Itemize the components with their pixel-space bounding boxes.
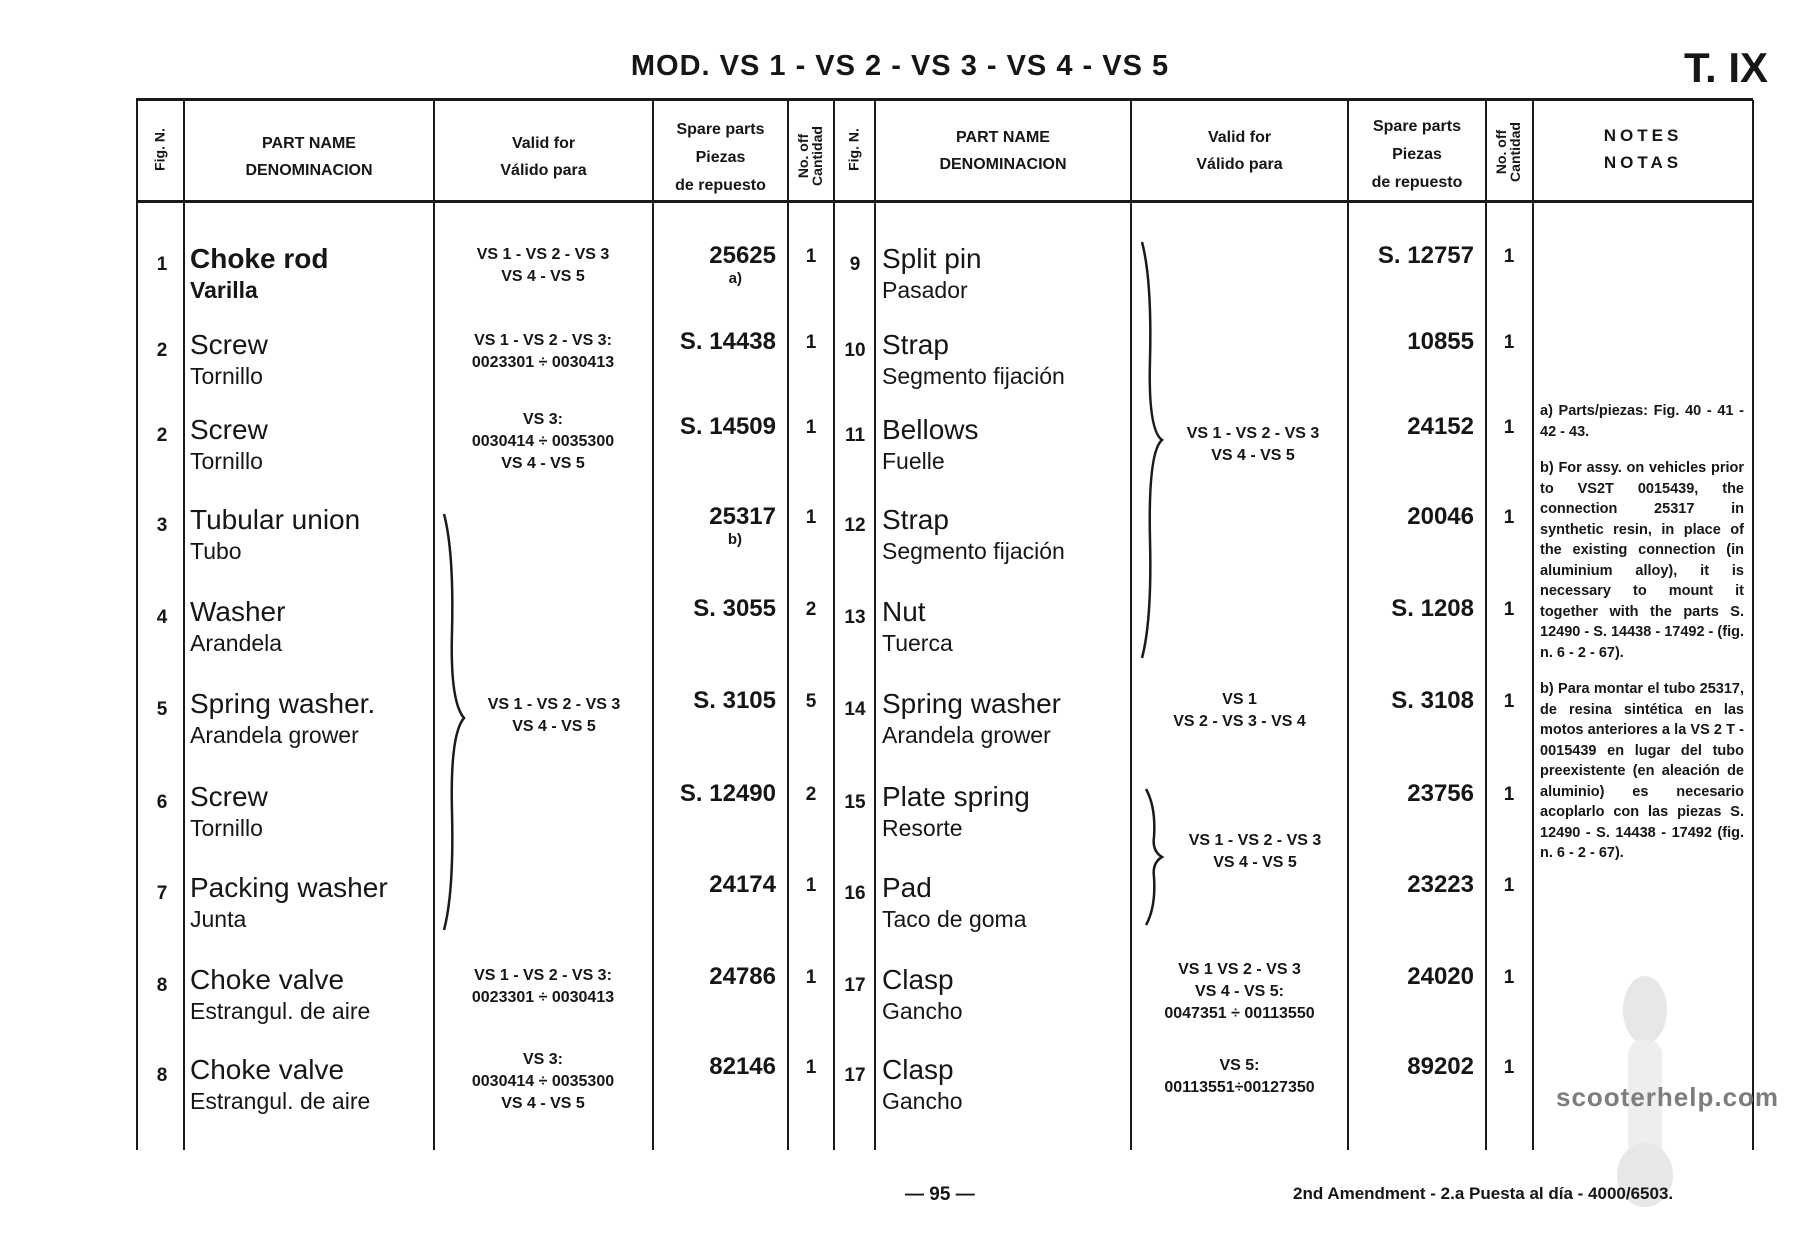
part-name-en: Choke valve xyxy=(190,1054,345,1085)
fig-number: 3 xyxy=(156,515,168,536)
quantity: 1 xyxy=(805,246,817,267)
header-valid-en: Valid for xyxy=(511,135,576,152)
part-name xyxy=(190,1055,370,1117)
watermark-text: scooterhelp.com xyxy=(1556,1082,1780,1112)
amendment-note: 2nd Amendment - 2.a Puesta al día - 4000/6503. xyxy=(1293,1184,1674,1203)
quantity: 1 xyxy=(1503,332,1515,353)
fig-number: 2 xyxy=(156,425,168,446)
fig-number: 16 xyxy=(844,883,866,904)
fig-number: 7 xyxy=(156,883,168,904)
part-name-es: Pasador xyxy=(882,277,968,303)
header-part-name xyxy=(876,124,1130,178)
page-title: MOD. VS 1 - VS 2 - VS 3 - VS 4 - VS 5 xyxy=(630,50,1170,82)
quantity: 1 xyxy=(1503,1057,1515,1078)
table-top-rule xyxy=(136,98,1753,101)
header-fig: Fig. N. xyxy=(845,128,862,171)
spare-part-number xyxy=(656,503,776,549)
spare-part-code: 24020 xyxy=(1407,963,1474,990)
fig-number: 2 xyxy=(156,340,168,361)
col-divider xyxy=(1485,100,1487,1150)
col-divider xyxy=(1752,100,1754,1150)
quantity: 1 xyxy=(805,332,817,353)
spare-part-code: S. 3105 xyxy=(693,687,776,714)
spare-part-code: 24174 xyxy=(709,871,776,898)
spare-part-code: 25625 xyxy=(709,242,776,269)
spare-part-number xyxy=(1350,595,1474,623)
valid-group-right-2: VS 1 - VS 2 - VS 3 VS 4 - VS 5 xyxy=(1188,832,1322,871)
spare-part-code: S. 1208 xyxy=(1391,595,1474,622)
spare-part-code: S. 12490 xyxy=(679,780,776,807)
fig-number: 5 xyxy=(156,699,168,720)
fig-number: 17 xyxy=(844,1065,866,1086)
note-b-en: b) For assy. on vehicles prior to VS2T 0015439, the connection 25317 in synthetic resin, in place of the existing connection (in aluminium alloy), it is necessary to mount it together with the parts S. 12490 - S. 14438 - 17492 - (fig. n. 6 - 2 - 67). xyxy=(1540,460,1744,661)
part-name xyxy=(882,873,1026,935)
header-valid-for xyxy=(1132,124,1347,178)
spare-part-code: S. 14438 xyxy=(679,328,776,355)
header-qty-1: No. off xyxy=(795,133,811,179)
quantity: 1 xyxy=(805,417,817,438)
valid-for: VS 1 VS 2 - VS 3 - VS 4 xyxy=(1173,691,1306,730)
part-name xyxy=(882,782,1030,844)
spare-part-number xyxy=(1350,687,1474,715)
part-name-en: Choke rod xyxy=(190,243,329,274)
fig-number: 11 xyxy=(844,425,866,446)
header-spare-2: Piezas xyxy=(695,149,746,166)
part-name-en: Clasp xyxy=(882,964,954,995)
note-a: a) Parts/piezas: Fig. 40 - 41 - 42 - 43. xyxy=(1540,403,1744,440)
header-notes-en: NOTES xyxy=(1603,126,1683,145)
spare-part-code: S. 12757 xyxy=(1377,242,1474,269)
header-spare-2: Piezas xyxy=(1392,146,1442,163)
col-divider xyxy=(136,100,138,1150)
col-divider xyxy=(1532,100,1534,1150)
header-valid-for xyxy=(435,130,652,184)
spare-part-code: 23223 xyxy=(1407,871,1474,898)
part-name-en: Nut xyxy=(882,596,926,627)
part-name xyxy=(882,505,1065,567)
part-name-es: Tubo xyxy=(190,538,242,564)
header-spare-3: de repuesto xyxy=(675,177,766,194)
part-name-en: Screw xyxy=(190,414,268,445)
quantity: 1 xyxy=(1503,246,1515,267)
valid-for: VS 1 - VS 2 - VS 3: 0023301 ÷ 0030413 xyxy=(471,967,615,1006)
part-name-en: Spring washer xyxy=(882,688,1061,719)
header-qty xyxy=(1494,113,1522,191)
part-name xyxy=(882,244,982,306)
spare-part-number xyxy=(1350,328,1474,356)
part-name xyxy=(190,415,268,477)
quantity: 1 xyxy=(805,1057,817,1078)
part-name-en: Tubular union xyxy=(190,504,361,535)
spare-part-number xyxy=(1350,503,1474,531)
page-number: — 95 — xyxy=(905,1184,975,1205)
part-name xyxy=(190,689,375,751)
valid-for: VS 3: 0030414 ÷ 0035300 VS 4 - VS 5 xyxy=(471,1051,615,1112)
header-qty xyxy=(796,117,824,195)
spare-part-number xyxy=(1350,871,1474,899)
notes-block xyxy=(1540,401,1744,880)
spare-part-code: 25317 xyxy=(709,503,776,530)
header-valid-es: Válido para xyxy=(1196,156,1283,173)
spare-part-number xyxy=(1350,963,1474,991)
spare-part-number xyxy=(656,687,776,715)
fig-number: 17 xyxy=(844,975,866,996)
col-divider xyxy=(1347,100,1349,1150)
header-spare-1: Spare parts xyxy=(676,121,765,138)
col-divider xyxy=(874,100,876,1150)
quantity: 1 xyxy=(805,507,817,528)
part-name-en: Screw xyxy=(190,781,268,812)
part-name xyxy=(882,1055,963,1117)
part-name xyxy=(882,689,1061,751)
spare-part-number xyxy=(656,328,776,356)
header-spare-parts xyxy=(1349,113,1485,197)
fig-number: 8 xyxy=(156,1065,168,1086)
part-name-en: Strap xyxy=(882,504,949,535)
col-divider xyxy=(833,100,835,1150)
valid-for: VS 1 - VS 2 - VS 3 VS 4 - VS 5 xyxy=(476,246,610,285)
spare-part-number xyxy=(1350,780,1474,808)
part-name xyxy=(190,244,328,306)
header-part-name-es: DENOMINACION xyxy=(939,156,1067,173)
part-name-es: Arandela grower xyxy=(882,722,1051,748)
part-name-es: Varilla xyxy=(190,277,258,303)
spare-part-code: 10855 xyxy=(1407,328,1474,355)
valid-for: VS 1 - VS 2 - VS 3: 0023301 ÷ 0030413 xyxy=(471,332,615,371)
fig-number: 14 xyxy=(844,699,866,720)
fig-number: 1 xyxy=(156,254,168,275)
spare-part-number xyxy=(1350,1053,1474,1081)
part-name-es: Tornillo xyxy=(190,815,263,841)
quantity: 1 xyxy=(1503,967,1515,988)
part-name-en: Bellows xyxy=(882,414,979,445)
spare-part-code: 82146 xyxy=(709,1053,776,1080)
fig-number: 9 xyxy=(849,254,861,275)
spare-part-number xyxy=(656,780,776,808)
spare-part-code: 89202 xyxy=(1407,1053,1474,1080)
part-name-en: Spring washer. xyxy=(190,688,376,719)
valid-for: VS 1 VS 2 - VS 3 VS 4 - VS 5: 0047351 ÷ 00113550 xyxy=(1164,961,1315,1022)
header-valid-en: Valid for xyxy=(1207,129,1272,146)
fig-number: 10 xyxy=(844,340,866,361)
part-name-en: Packing washer xyxy=(190,872,388,903)
spare-part-code: S. 3055 xyxy=(693,595,776,622)
plate-number: T. IX xyxy=(1684,44,1769,91)
fig-number: 13 xyxy=(844,607,866,628)
header-notes-es: NOTAS xyxy=(1603,153,1683,172)
part-name-en: Screw xyxy=(190,329,268,360)
part-name-en: Pad xyxy=(882,872,932,903)
part-name-es: Gancho xyxy=(882,998,963,1024)
spare-part-code: 23756 xyxy=(1407,780,1474,807)
header-qty-2: Cantidad xyxy=(1507,122,1523,182)
part-name-es: Tornillo xyxy=(190,363,263,389)
header-qty-1: No. off xyxy=(1493,129,1509,175)
valid-group-right-1: VS 1 - VS 2 - VS 3 VS 4 - VS 5 xyxy=(1186,425,1320,464)
spare-part-number xyxy=(656,413,776,441)
quantity: 1 xyxy=(1503,875,1515,896)
quantity: 1 xyxy=(805,875,817,896)
part-name-es: Segmento fijación xyxy=(882,538,1065,564)
spare-part-number xyxy=(656,963,776,991)
header-qty-2: Cantidad xyxy=(809,126,825,186)
header-bottom-rule xyxy=(136,200,1753,203)
col-divider xyxy=(787,100,789,1150)
header-valid-es: Válido para xyxy=(500,162,587,179)
valid-for: VS 3: 0030414 ÷ 0035300 VS 4 - VS 5 xyxy=(471,411,615,472)
fig-number: 8 xyxy=(156,975,168,996)
quantity: 2 xyxy=(805,599,817,620)
header-fig: Fig. N. xyxy=(151,128,168,171)
fig-number: 4 xyxy=(156,607,168,628)
part-name xyxy=(190,597,285,659)
header-part-name-en: PART NAME xyxy=(262,135,356,152)
spare-part-note-ref: b) xyxy=(727,531,742,548)
header-part-name xyxy=(185,130,433,184)
part-name-en: Strap xyxy=(882,329,949,360)
quantity: 1 xyxy=(1503,417,1515,438)
quantity: 2 xyxy=(805,784,817,805)
part-name xyxy=(882,965,963,1027)
part-name-es: Taco de goma xyxy=(882,906,1027,932)
spare-part-number xyxy=(1350,413,1474,441)
part-name xyxy=(882,415,978,477)
header-spare-3: de repuesto xyxy=(1371,174,1463,191)
part-name xyxy=(882,330,1065,392)
spare-part-code: S. 3108 xyxy=(1391,687,1474,714)
valid-group-left: VS 1 - VS 2 - VS 3 VS 4 - VS 5 xyxy=(487,696,621,735)
header-spare-1: Spare parts xyxy=(1372,118,1462,135)
quantity: 1 xyxy=(805,967,817,988)
spare-part-number xyxy=(656,871,776,899)
spare-part-code: 24786 xyxy=(709,963,776,990)
part-name-es: Estrangul. de aire xyxy=(190,1088,371,1114)
part-name xyxy=(882,597,953,659)
part-name-en: Split pin xyxy=(882,243,982,274)
part-name xyxy=(190,873,388,935)
note-b-es: b) Para montar el tubo 25317, de resina sintética en las motos anteriores a la VS 2 T - 0015439 en lugar del tubo preexistente (en aleación de aluminio) es necesario acoplarlo con las piezas S. 12490 - S. 14438 - 17492 (fig. n. 6 - 2 - 67). xyxy=(1540,681,1744,861)
part-name-en: Plate spring xyxy=(882,781,1030,812)
header-part-name-en: PART NAME xyxy=(956,129,1050,146)
part-name-en: Choke valve xyxy=(190,964,345,995)
col-divider xyxy=(433,100,435,1150)
fig-number: 15 xyxy=(844,792,866,813)
spare-part-number xyxy=(656,595,776,623)
quantity: 1 xyxy=(1503,599,1515,620)
part-name-es: Estrangul. de aire xyxy=(190,998,371,1024)
quantity: 1 xyxy=(1503,784,1515,805)
spare-part-code: 20046 xyxy=(1407,503,1474,530)
spare-part-number xyxy=(656,242,776,288)
fig-number: 6 xyxy=(156,792,168,813)
part-name xyxy=(190,330,268,392)
col-divider xyxy=(183,100,185,1150)
spare-part-number xyxy=(1350,242,1474,270)
part-name xyxy=(190,965,370,1027)
header-notes xyxy=(1534,122,1752,176)
spare-part-code: 24152 xyxy=(1407,413,1474,440)
header-spare-parts xyxy=(654,116,787,200)
quantity: 1 xyxy=(1503,507,1515,528)
part-name-es: Arandela grower xyxy=(190,722,359,748)
part-name-es: Fuelle xyxy=(882,448,945,474)
quantity: 5 xyxy=(805,691,817,712)
part-name-en: Washer xyxy=(190,596,286,627)
part-name-es: Gancho xyxy=(882,1088,963,1114)
part-name xyxy=(190,505,360,567)
header-part-name-es: DENOMINACION xyxy=(245,162,373,179)
quantity: 1 xyxy=(1503,691,1515,712)
part-name-es: Segmento fijación xyxy=(882,363,1065,389)
part-name-en: Clasp xyxy=(882,1054,954,1085)
col-divider xyxy=(652,100,654,1150)
spare-part-code: S. 14509 xyxy=(679,413,776,440)
part-name xyxy=(190,782,268,844)
part-name-es: Tuerca xyxy=(882,630,953,656)
spare-part-note-ref: a) xyxy=(728,270,742,287)
part-name-es: Resorte xyxy=(882,815,963,841)
part-name-es: Arandela xyxy=(190,630,283,656)
fig-number: 12 xyxy=(844,515,866,536)
part-name-es: Tornillo xyxy=(190,448,263,474)
part-name-es: Junta xyxy=(190,906,247,932)
valid-for: VS 5: 00113551÷00127350 xyxy=(1164,1057,1315,1096)
spare-part-number xyxy=(656,1053,776,1081)
